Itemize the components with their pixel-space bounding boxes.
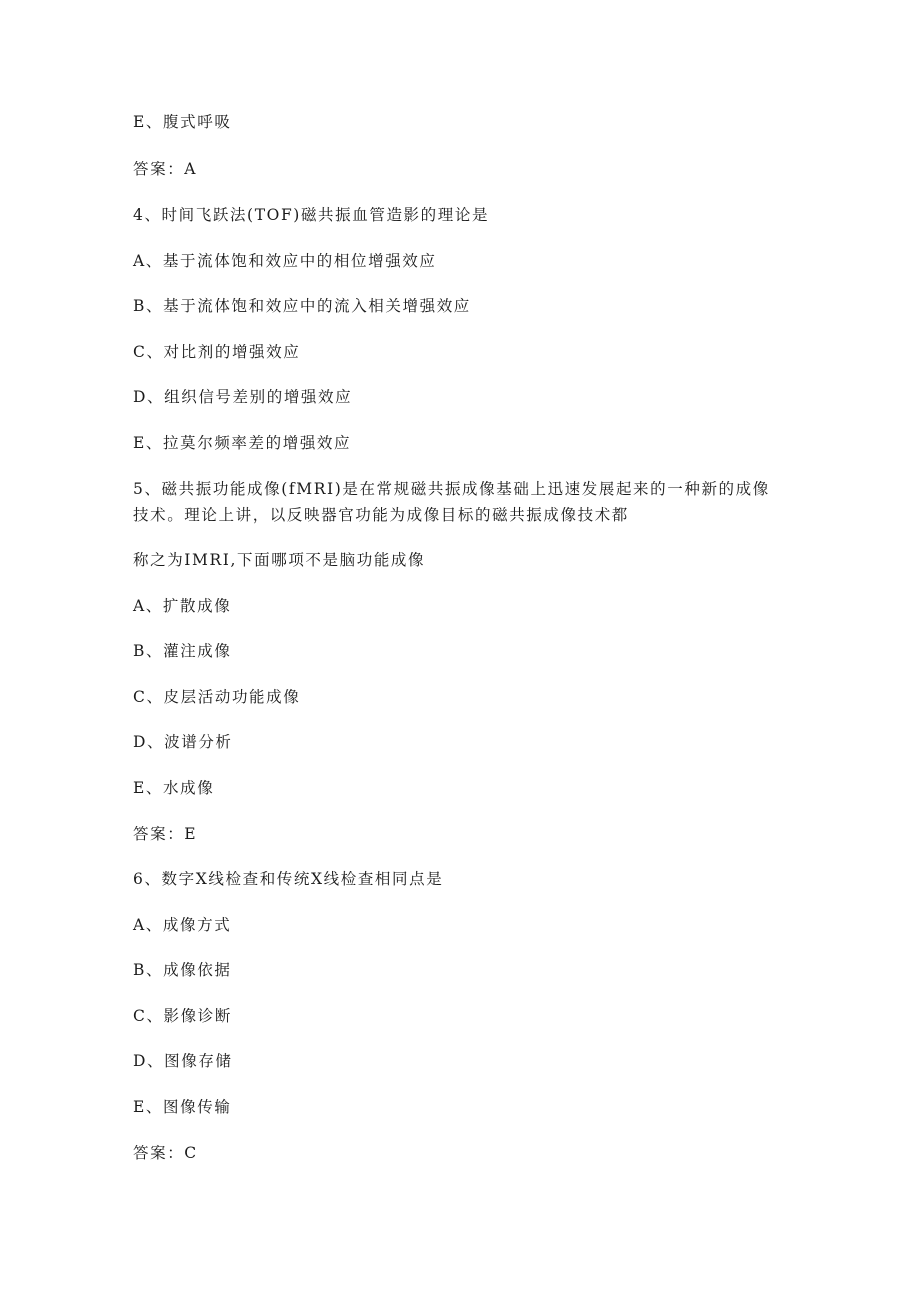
option-a-q5: A、扩散成像 (133, 597, 232, 615)
question-6: 6、数字X线检查和传统X线检查相同点是 (133, 870, 444, 888)
question-5-line-1: 5、磁共振功能成像(fMRI)是在常规磁共振成像基础上迅速发展起来的一种新的成像 (133, 480, 770, 498)
option-e-q5: E、水成像 (133, 779, 215, 797)
option-c-q4: C、对比剂的增强效应 (133, 343, 301, 361)
option-e-q4: E、拉莫尔频率差的增强效应 (133, 434, 352, 452)
option-b-q5: B、灌注成像 (133, 642, 232, 660)
answer-q6: 答案：C (133, 1144, 198, 1162)
option-a-q6: A、成像方式 (133, 916, 232, 934)
question-5-line-3: 称之为IMRI,下面哪项不是脑功能成像 (133, 551, 426, 569)
option-d-q6: D、图像存储 (133, 1052, 233, 1070)
question-4: 4、时间飞跃法(TOF)磁共振血管造影的理论是 (133, 206, 490, 224)
answer-q3: 答案：A (133, 160, 198, 178)
question-5-line-2: 技术。理论上讲，以反映器官功能为成像目标的磁共振成像技术都 (133, 506, 629, 524)
option-d-q4: D、组织信号差别的增强效应 (133, 388, 353, 406)
option-c-q5: C、皮层活动功能成像 (133, 688, 301, 706)
option-e-q6: E、图像传输 (133, 1098, 232, 1116)
option-e-q3: E、腹式呼吸 (133, 113, 232, 131)
option-b-q6: B、成像依据 (133, 961, 232, 979)
option-d-q5: D、波谱分析 (133, 733, 233, 751)
option-b-q4: B、基于流体饱和效应中的流入相关增强效应 (133, 297, 471, 315)
answer-q5: 答案：E (133, 825, 198, 843)
option-a-q4: A、基于流体饱和效应中的相位增强效应 (133, 252, 437, 270)
option-c-q6: C、影像诊断 (133, 1007, 232, 1025)
